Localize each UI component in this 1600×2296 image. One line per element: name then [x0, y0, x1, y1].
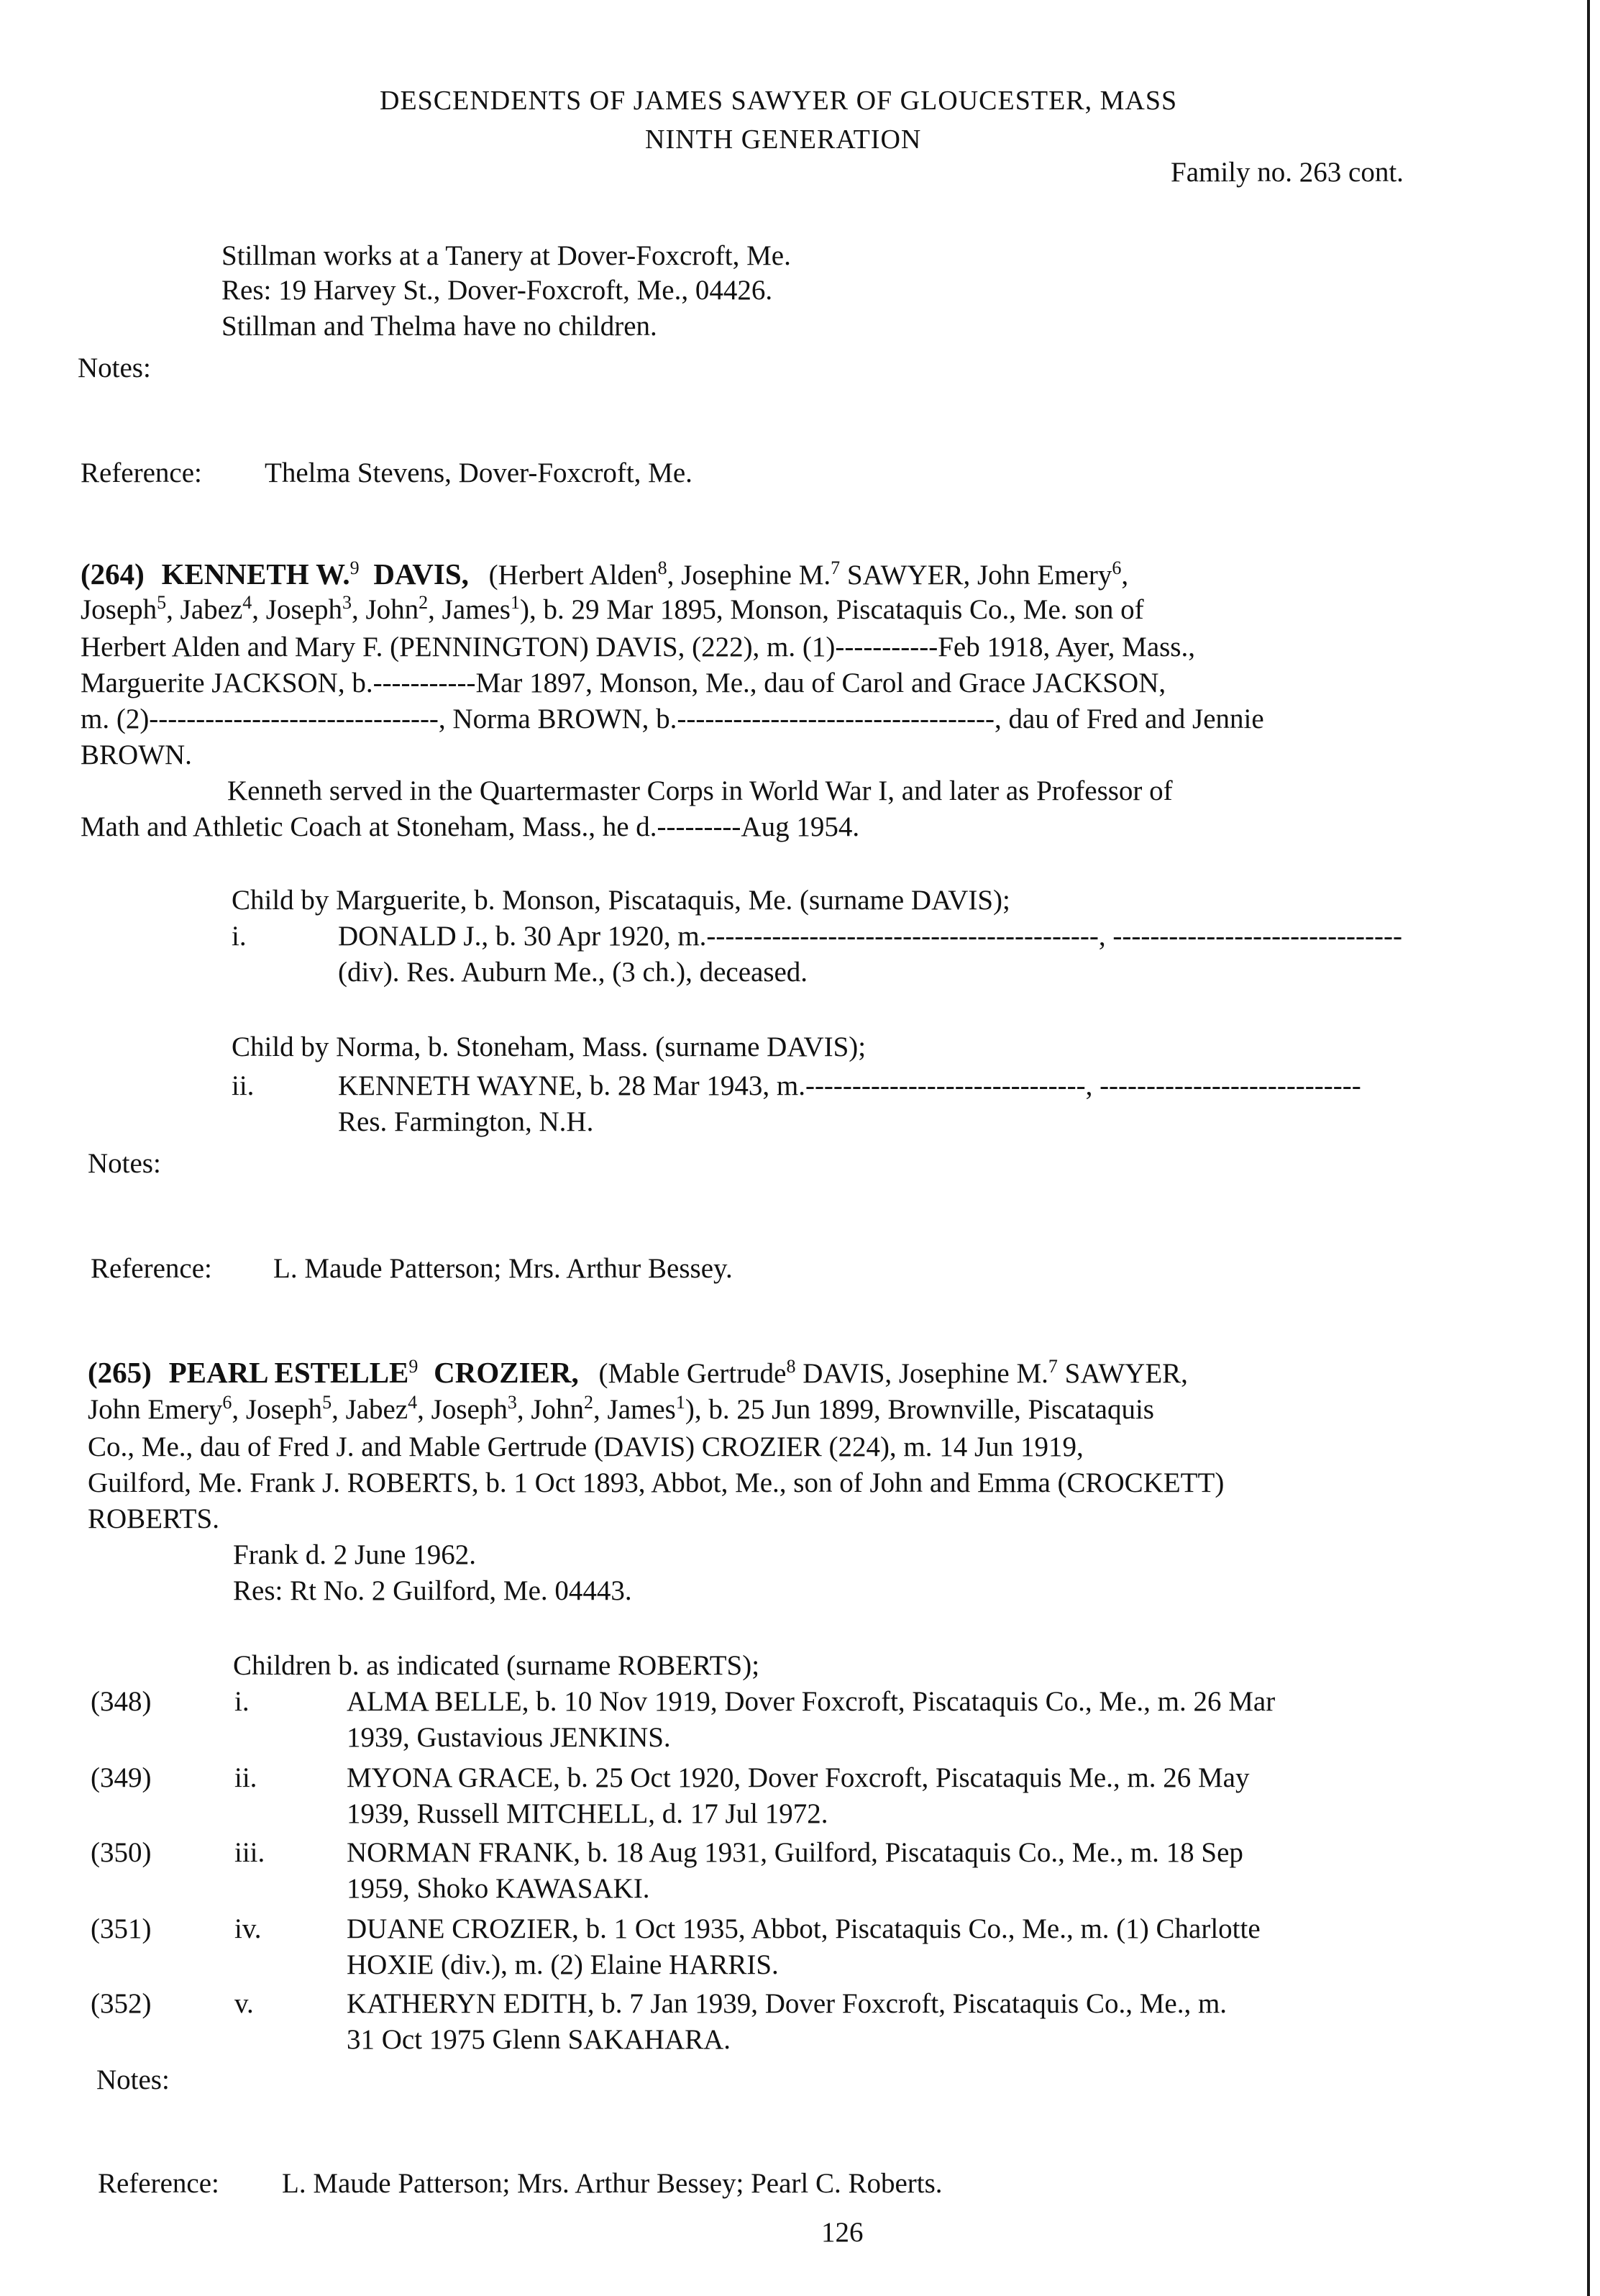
lineage-text: ), b. 25 Jun 1899, Brownville, Piscataquis [685, 1394, 1154, 1425]
lineage-text: , Jabez [332, 1394, 408, 1425]
entry-265-line-4: Guilford, Me. Frank J. ROBERTS, b. 1 Oct 1893, Abbot, Me., son of John and Emma (CROCKETT) [88, 1467, 1225, 1498]
child-ref-number: (351) [91, 1913, 152, 1944]
entry-264-line-6: BROWN. [81, 739, 192, 770]
page-number: 126 [821, 2217, 864, 2248]
lineage-text: ), b. 29 Mar 1895, Monson, Piscataquis Co., Me. son of [519, 594, 1144, 625]
child-line: KATHERYN EDITH, b. 7 Jan 1939, Dover Foxcroft, Piscataquis Co., Me., m. [347, 1988, 1228, 2019]
child-ref-number: (348) [91, 1686, 152, 1717]
child-line: KENNETH WAYNE, b. 28 Mar 1943, m.------------------------------, ---------------------------- [338, 1070, 1361, 1101]
lineage-text: , Jabez [166, 594, 243, 625]
lineage-text: , James [593, 1394, 676, 1425]
generation-superscript: 5 [157, 592, 167, 613]
child-line: DONALD J., b. 30 Apr 1920, m.------------------------------------------, ------------------------------- [338, 921, 1402, 952]
generation-superscript: 7 [1048, 1356, 1058, 1377]
child-line: NORMAN FRANK, b. 18 Aug 1931, Guilford, Piscataquis Co., Me., m. 18 Sep [347, 1837, 1243, 1868]
child-intro: Child by Norma, b. Stoneham, Mass. (surname DAVIS); [232, 1031, 867, 1062]
child-roman-numeral: ii. [234, 1762, 257, 1793]
lineage-text: , Joseph [232, 1394, 323, 1425]
entry-264-line-8: Math and Athletic Coach at Stoneham, Mass., he d.---------Aug 1954. [81, 811, 860, 842]
entry-264-line-2 [81, 591, 1144, 629]
child-roman-numeral: iv. [234, 1913, 262, 1944]
lineage-text: DAVIS, Josephine M. [795, 1358, 1048, 1389]
generation-superscript: 5 [322, 1392, 332, 1413]
entry-surname: DAVIS, [373, 557, 469, 591]
child-line: MYONA GRACE, b. 25 Oct 1920, Dover Foxcroft, Piscataquis Me., m. 26 May [347, 1762, 1250, 1793]
notes-label: Notes: [96, 2064, 170, 2095]
lineage-text: , James [428, 594, 511, 625]
family-number: Family no. 263 cont. [1171, 157, 1404, 188]
child-line: Res. Farmington, N.H. [338, 1106, 594, 1137]
generation-superscript: 8 [786, 1356, 796, 1377]
entry-264-line-7: Kenneth served in the Quartermaster Corps in World War I, and later as Professor of [227, 775, 1173, 806]
child-roman-numeral: v. [234, 1988, 254, 2019]
generation-superscript: 4 [408, 1392, 418, 1413]
child-roman-numeral: i. [234, 1686, 250, 1717]
entry-264-line-1 [81, 555, 1128, 594]
child-line: 1939, Gustavious JENKINS. [347, 1722, 671, 1753]
entry-265-line-2 [88, 1391, 1154, 1429]
generation-superscript: 9 [349, 557, 360, 578]
child-line: 1959, Shoko KAWASAKI. [347, 1873, 650, 1904]
lineage-text: , Josephine M. [667, 560, 831, 591]
top-line: Stillman and Thelma have no children. [221, 311, 657, 342]
generation-superscript: 9 [408, 1356, 419, 1377]
child-ref-number: (352) [91, 1988, 152, 2019]
generation-superscript: 1 [510, 592, 520, 613]
child-line: 1939, Russell MITCHELL, d. 17 Jul 1972. [347, 1798, 828, 1829]
lineage-text: (Mable Gertrude [598, 1358, 787, 1389]
entry-265-line-7: Res: Rt No. 2 Guilford, Me. 04443. [233, 1575, 632, 1606]
entry-264-line-4: Marguerite JACKSON, b.-----------Mar 1897, Monson, Me., dau of Carol and Grace JACKSON, [81, 668, 1166, 698]
child-line: (div). Res. Auburn Me., (3 ch.), deceased. [338, 957, 808, 988]
child-roman-numeral: ii. [232, 1070, 255, 1101]
generation-superscript: 4 [242, 592, 252, 613]
generation-superscript: 6 [1112, 557, 1122, 578]
entry-264-line-3: Herbert Alden and Mary F. (PENNINGTON) DAVIS, (222), m. (1)-----------Feb 1918, Ayer, Mass., [81, 632, 1195, 662]
child-line: 31 Oct 1975 Glenn SAKAHARA. [347, 2024, 731, 2055]
entry-265-line-3: Co., Me., dau of Fred J. and Mable Gertrude (DAVIS) CROZIER (224), m. 14 Jun 1919, [88, 1431, 1084, 1462]
entry-number: (264) [81, 557, 145, 591]
child-line: ALMA BELLE, b. 10 Nov 1919, Dover Foxcroft, Piscataquis Co., Me., m. 26 Mar [347, 1686, 1276, 1717]
children-intro: Children b. as indicated (surname ROBERTS); [233, 1650, 760, 1681]
top-line: Res: 19 Harvey St., Dover-Foxcroft, Me., 04426. [221, 275, 773, 306]
top-line: Stillman works at a Tanery at Dover-Foxcroft, Me. [221, 240, 791, 271]
notes-label: Notes: [88, 1148, 161, 1179]
generation-superscript: 7 [831, 557, 841, 578]
reference-label: Reference: [91, 1253, 212, 1284]
entry-265-line-6: Frank d. 2 June 1962. [233, 1539, 476, 1570]
reference-text: Thelma Stevens, Dover-Foxcroft, Me. [265, 457, 692, 488]
lineage-text: SAWYER, John Emery [840, 560, 1112, 591]
lineage-text: , Joseph [417, 1394, 508, 1425]
reference-label: Reference: [98, 2168, 219, 2199]
lineage-text: (Herbert Alden [488, 560, 658, 591]
generation-superscript: 8 [657, 557, 667, 578]
page-edge-line [1587, 0, 1590, 2296]
entry-264-line-5: m. (2)-------------------------------, Norma BROWN, b.----------------------------------, dau of Fred and Jennie [81, 703, 1264, 734]
lineage-text: Joseph [81, 594, 157, 625]
child-intro: Child by Marguerite, b. Monson, Piscataquis, Me. (surname DAVIS); [232, 885, 1010, 916]
entry-265-line-5: ROBERTS. [88, 1503, 219, 1534]
reference-text: L. Maude Patterson; Mrs. Arthur Bessey. [273, 1253, 733, 1284]
lineage-text: , John [351, 594, 419, 625]
child-line: HOXIE (div.), m. (2) Elaine HARRIS. [347, 1949, 779, 1980]
entry-265-line-1 [88, 1354, 1188, 1393]
reference-text: L. Maude Patterson; Mrs. Arthur Bessey; Pearl C. Roberts. [282, 2168, 943, 2199]
lineage-text: John Emery [88, 1394, 223, 1425]
reference-label: Reference: [81, 457, 202, 488]
lineage-text: , [1121, 560, 1129, 591]
lineage-text: , Joseph [252, 594, 342, 625]
child-ref-number: (349) [91, 1762, 152, 1793]
entry-surname: CROZIER, [434, 1356, 579, 1389]
generation-superscript: 3 [342, 592, 352, 613]
child-roman-numeral: i. [232, 921, 247, 952]
entry-number: (265) [88, 1356, 152, 1389]
generation-superscript: 3 [507, 1392, 517, 1413]
generation-superscript: 6 [222, 1392, 232, 1413]
generation-heading: NINTH GENERATION [645, 124, 922, 155]
generation-superscript: 2 [584, 1392, 594, 1413]
child-roman-numeral: iii. [234, 1837, 265, 1868]
lineage-text: , John [516, 1394, 585, 1425]
child-line: DUANE CROZIER, b. 1 Oct 1935, Abbot, Piscataquis Co., Me., m. (1) Charlotte [347, 1913, 1261, 1944]
lineage-text: SAWYER, [1057, 1358, 1188, 1389]
entry-name: PEARL ESTELLE [168, 1356, 409, 1389]
generation-superscript: 2 [419, 592, 429, 613]
notes-label: Notes: [78, 352, 151, 383]
child-ref-number: (350) [91, 1837, 152, 1868]
generation-superscript: 1 [675, 1392, 685, 1413]
document-title: DESCENDENTS OF JAMES SAWYER OF GLOUCESTER, MASS [380, 86, 1178, 116]
entry-name: KENNETH W. [161, 557, 350, 591]
